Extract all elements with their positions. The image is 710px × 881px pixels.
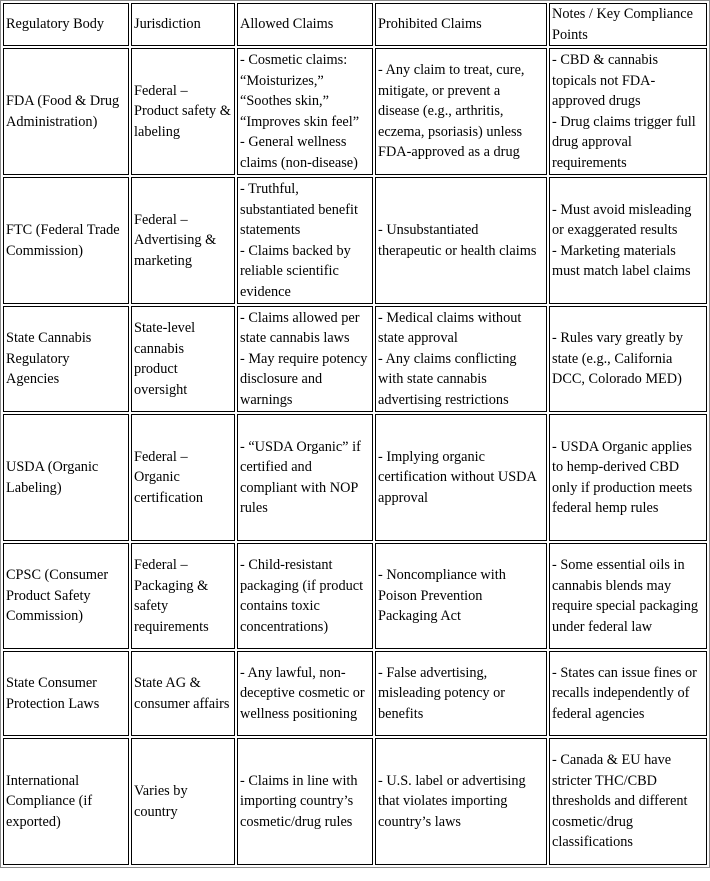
notes-cell bbox=[549, 414, 707, 541]
allowed-claims-cell bbox=[237, 651, 373, 736]
table-row bbox=[3, 651, 707, 736]
allowed-claims-cell bbox=[237, 543, 373, 649]
prohibited-claims-cell bbox=[375, 543, 547, 649]
prohibited-claims-cell bbox=[375, 306, 547, 412]
table-row bbox=[3, 543, 707, 649]
allowed-claims-cell bbox=[237, 306, 373, 412]
jurisdiction-cell bbox=[131, 414, 235, 541]
regulatory-body-cell bbox=[3, 306, 129, 412]
notes-cell bbox=[549, 48, 707, 175]
prohibited-claims-cell bbox=[375, 177, 547, 304]
notes-cell bbox=[549, 306, 707, 412]
allowed-claims-cell bbox=[237, 177, 373, 304]
header-notes: Notes / Key Compliance Points bbox=[549, 3, 707, 46]
cell-text: - Claims in line with importing country’s cosmetic/drug rules bbox=[240, 772, 358, 830]
regulatory-body-cell bbox=[3, 48, 129, 175]
header-allowed-claims: Allowed Claims bbox=[237, 3, 373, 46]
table-header-row bbox=[3, 3, 707, 46]
cell-text: CPSC (Consumer Product Safety Commission) bbox=[6, 567, 109, 625]
cell-text: State Cannabis Regulatory Agencies bbox=[6, 330, 92, 388]
jurisdiction-cell bbox=[131, 48, 235, 175]
table-row bbox=[3, 177, 707, 304]
cell-text: - Any claim to treat, cure, mitigate, or prevent a disease (e.g., arthritis, eczema, psoriasis) unless FDA-approved as a drug bbox=[378, 62, 525, 161]
prohibited-claims-cell bbox=[375, 48, 547, 175]
allowed-claims-cell bbox=[237, 48, 373, 175]
notes-cell bbox=[549, 651, 707, 736]
cell-text: Federal – Advertising & marketing bbox=[134, 211, 217, 269]
cell-text: State Consumer Protection Laws bbox=[6, 675, 100, 712]
cell-text: - States can issue fines or recalls independently of federal agencies bbox=[552, 664, 697, 722]
allowed-claims-cell bbox=[237, 738, 373, 865]
cell-text: - Medical claims without state approval - Any claims conflicting with state cannabis advertising restrictions bbox=[378, 309, 522, 408]
cell-text: FDA (Food & Drug Administration) bbox=[6, 93, 120, 130]
cell-text: - Implying organic certification without USDA approval bbox=[378, 448, 537, 506]
cell-text: - False advertising, misleading potency or benefits bbox=[378, 664, 506, 722]
jurisdiction-cell bbox=[131, 651, 235, 736]
cell-text: Varies by country bbox=[134, 783, 188, 820]
cell-text: - USDA Organic applies to hemp-derived CBD only if production meets federal hemp rules bbox=[552, 438, 693, 516]
regulatory-body-cell bbox=[3, 651, 129, 736]
prohibited-claims-cell bbox=[375, 651, 547, 736]
cell-text: - U.S. label or advertising that violates importing country’s laws bbox=[378, 772, 526, 830]
table-row bbox=[3, 414, 707, 541]
cell-text: - Child-resistant packaging (if product contains toxic concentrations) bbox=[240, 557, 364, 635]
header-regulatory-body: Regulatory Body bbox=[3, 3, 129, 46]
prohibited-claims-cell bbox=[375, 414, 547, 541]
notes-cell bbox=[549, 543, 707, 649]
cell-text: - Any lawful, non-deceptive cosmetic or wellness positioning bbox=[240, 664, 365, 722]
cell-text: USDA (Organic Labeling) bbox=[6, 459, 99, 496]
cell-text: - Canada & EU have stricter THC/CBD thresholds and different cosmetic/drug classifications bbox=[552, 752, 688, 851]
cell-text: - Cosmetic claims: “Moisturizes,” “Soothes skin,” “Improves skin feel” - General wellness claims (non-disease) bbox=[240, 52, 360, 171]
header-prohibited-claims: Prohibited Claims bbox=[375, 3, 547, 46]
cell-text: - Noncompliance with Poison Prevention Packaging Act bbox=[378, 567, 506, 625]
notes-cell bbox=[549, 738, 707, 865]
cell-text: Federal – Packaging & safety requirements bbox=[134, 557, 209, 635]
cell-text: - Must avoid misleading or exaggerated results - Marketing materials must match label claims bbox=[552, 201, 692, 279]
cell-text: - Claims allowed per state cannabis laws - May require potency disclosure and warnings bbox=[240, 309, 368, 408]
regulatory-body-cell bbox=[3, 543, 129, 649]
cell-text: State-level cannabis product oversight bbox=[134, 320, 196, 398]
regulatory-body-cell bbox=[3, 414, 129, 541]
regulatory-body-cell bbox=[3, 177, 129, 304]
cell-text: Federal – Organic certification bbox=[134, 448, 204, 506]
cell-text: - Truthful, substantiated benefit statements - Claims backed by reliable scientific evidence bbox=[240, 181, 358, 300]
cell-text: - CBD & cannabis topicals not FDA-approved drugs - Drug claims trigger full drug approval requirements bbox=[552, 52, 696, 171]
cell-text: - Unsubstantiated therapeutic or health claims bbox=[378, 222, 537, 259]
table-row bbox=[3, 306, 707, 412]
cell-text: - Some essential oils in cannabis blends may require special packaging under federal law bbox=[552, 557, 699, 635]
regulatory-body-cell bbox=[3, 738, 129, 865]
cell-text: Federal – Product safety & labeling bbox=[134, 82, 231, 140]
jurisdiction-cell bbox=[131, 306, 235, 412]
allowed-claims-cell bbox=[237, 414, 373, 541]
table-row bbox=[3, 738, 707, 865]
cell-text: State AG & consumer affairs bbox=[134, 675, 230, 712]
notes-cell bbox=[549, 177, 707, 304]
cell-text: - “USDA Organic” if certified and compliant with NOP rules bbox=[240, 438, 361, 516]
prohibited-claims-cell bbox=[375, 738, 547, 865]
cell-text: - Rules vary greatly by state (e.g., California DCC, Colorado MED) bbox=[552, 330, 684, 388]
jurisdiction-cell bbox=[131, 543, 235, 649]
cell-text: FTC (Federal Trade Commission) bbox=[6, 222, 120, 259]
header-jurisdiction: Jurisdiction bbox=[131, 3, 235, 46]
table-row bbox=[3, 48, 707, 175]
jurisdiction-cell bbox=[131, 177, 235, 304]
jurisdiction-cell bbox=[131, 738, 235, 865]
cell-text: International Compliance (if exported) bbox=[6, 772, 93, 830]
